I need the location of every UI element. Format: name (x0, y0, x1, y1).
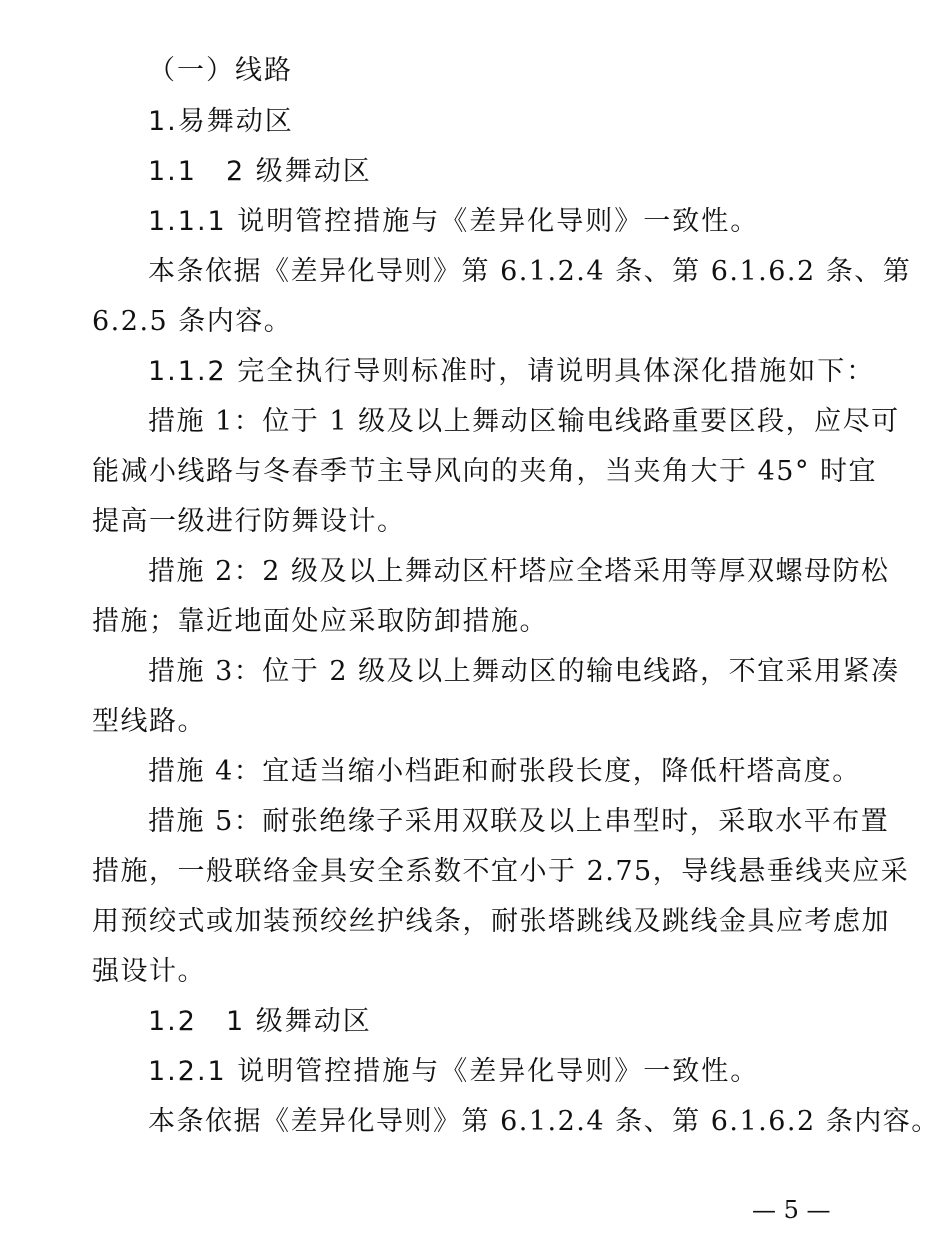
section-heading-lines: （一）线路 (148, 55, 293, 86)
clause-heading-1-1-2: 1.1.2 完全执行导则标准时，请说明具体深化措施如下： (148, 356, 876, 387)
measure-4-line: 措施 4：宜适当缩小档距和耐张段长度，降低杆塔高度。 (148, 756, 861, 787)
paragraph-line: 本条依据《差异化导则》第 6.1.2.4 条、第 6.1.6.2 条内容。 (148, 1106, 940, 1137)
measure-5-line: 用预绞式或加装预绞丝护线条，耐张塔跳线及跳线金具应考虑加 (92, 906, 890, 937)
measure-2-line: 措施 2：2 级及以上舞动区杆塔应全塔采用等厚双螺母防松 (148, 556, 890, 587)
clause-heading-1-2-1: 1.2.1 说明管控措施与《差异化导则》一致性。 (148, 1056, 760, 1087)
measure-1-line: 能减小线路与冬春季节主导风向的夹角，当夹角大于 45° 时宜 (92, 456, 878, 487)
paragraph-line: 本条依据《差异化导则》第 6.1.2.4 条、第 6.1.6.2 条、第 (148, 256, 912, 287)
page-number: — 5 — (752, 1196, 831, 1224)
measure-5-line: 强设计。 (92, 956, 206, 987)
measure-3-line: 措施 3：位于 2 级及以上舞动区的输电线路，不宜采用紧凑 (148, 656, 900, 687)
measure-2-line: 措施；靠近地面处应采取防卸措施。 (92, 606, 548, 637)
subsection-heading-galloping-zone: 1.易舞动区 (148, 106, 294, 137)
measure-5-line: 措施，一般联络金具安全系数不宜小于 2.75，导线悬垂线夹应采 (92, 856, 910, 887)
clause-heading-1-1-1: 1.1.1 说明管控措施与《差异化导则》一致性。 (148, 206, 760, 237)
measure-1-line: 提高一级进行防舞设计。 (92, 506, 406, 537)
subsection-heading-level2: 1.1 2 级舞动区 (148, 156, 372, 187)
subsection-heading-level1: 1.2 1 级舞动区 (148, 1006, 372, 1037)
measure-5-line: 措施 5：耐张绝缘子采用双联及以上串型时，采取水平布置 (148, 806, 890, 837)
measure-1-line: 措施 1：位于 1 级及以上舞动区输电线路重要区段，应尽可 (148, 406, 900, 437)
paragraph-line: 6.2.5 条内容。 (92, 306, 293, 337)
measure-3-line: 型线路。 (92, 706, 206, 737)
